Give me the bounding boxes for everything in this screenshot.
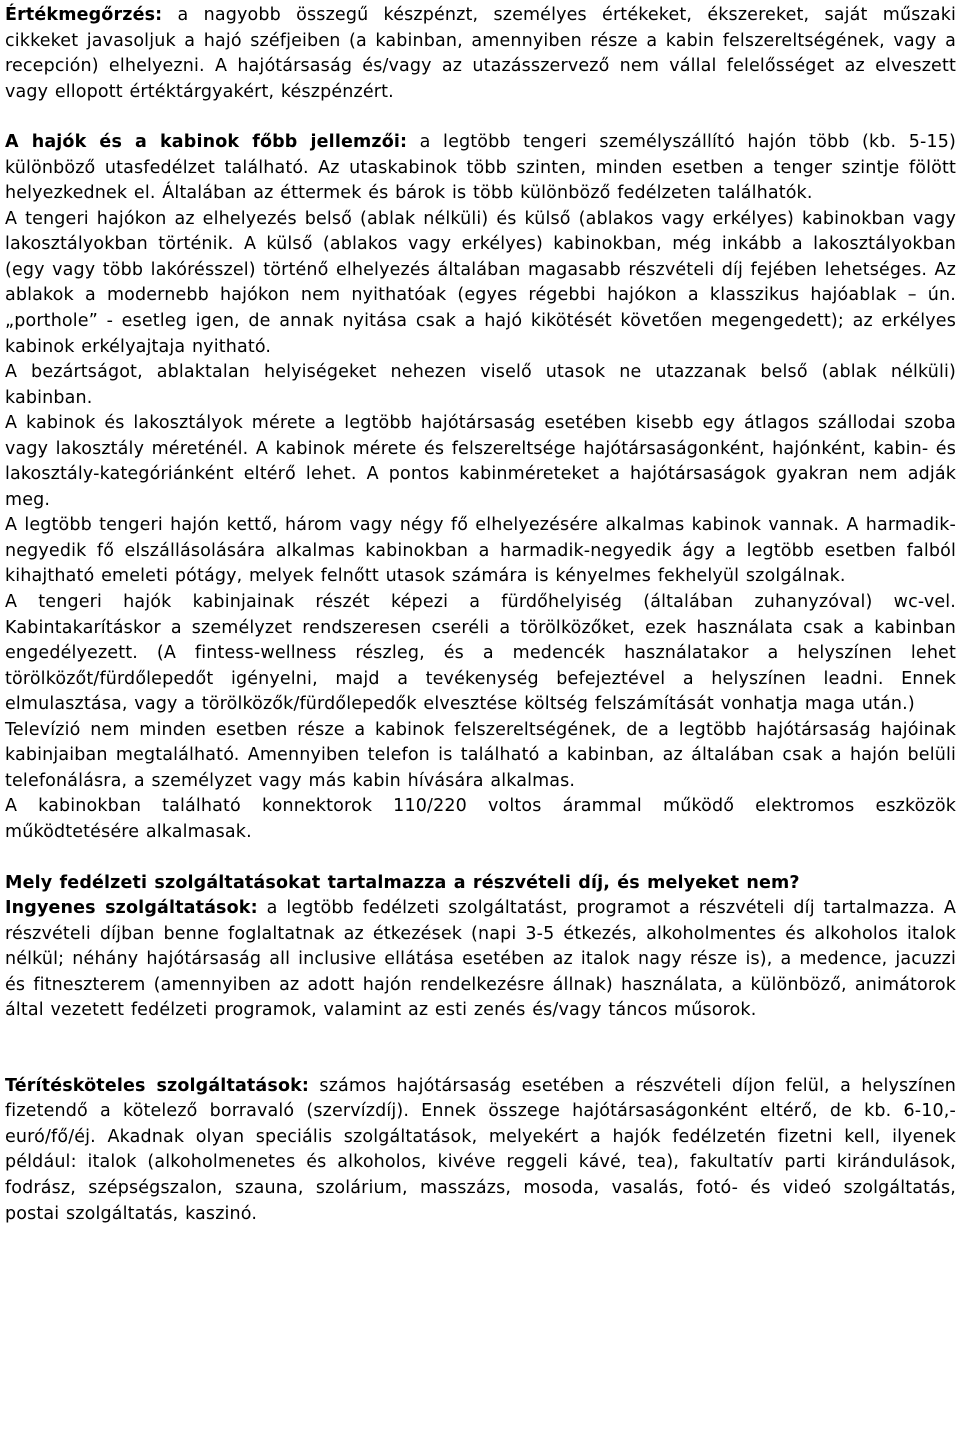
text-valuables: a nagyobb összegű készpénzt, személyes értékeket, ékszereket, saját műszaki cikkeket javasoljuk a hajó széfjeiben (a kabinban, amennyiben része a kabin felszereltségének, vagy a recepción) elhelyezni. A hajótársaság és/vagy az utazásszervező nem vállal felelősséget az elveszett vagy ellopott értéktárgyakért, készpénzért. (5, 5, 956, 102)
paragraph-cabin-size: A kabinok és lakosztályok mérete a legtöbb hajótársaság esetében kisebb egy átlagos szállodai szoba vagy lakosztály méreténél. A kabinok mérete és felszereltsége hajótársaságonként, hajónként, kabin- és lakosztály-kategóriánként eltérő lehet. A pontos kabinméreteket a hajótársaságok gyakran nem adják meg. (5, 413, 956, 510)
paragraph-occupancy: A legtöbb tengeri hajón kettő, három vagy négy fő elhelyezésére alkalmas kabinok vannak. A harmadik-negyedik fő elszállásolására alkalmas kabinokban a harmadik-negyedik ágy a legtöbb esetben falból kihajtható emeleti pótágy, melyek felnőtt utasok számára is kényelmes fekhelyül szolgálnak. (5, 515, 956, 587)
paragraph-television: Televízió nem minden esetben része a kabinok felszereltségének, de a legtöbb hajótársaság hajóinak kabinjaiban megtalálható. Amennyiben telefon is található a kabinban, az általában csak a hajón belüli telefonálásra, a személyzet vagy más kabin hívására alkalmas. (5, 719, 956, 791)
label-free-services: Ingyenes szolgáltatások: (5, 898, 258, 919)
text-ship-features: a legtöbb tengeri személyszállító hajón több (kb. 5-15) különböző utasfedélzet található. Az utaskabinok több szinten, minden esetben a tenger szintje fölött helyezkednek el. Általában az éttermek és bárok is több különböző fedélzeten találhatók. (5, 132, 956, 204)
document-page (5, 3, 956, 1227)
text-paid-services: számos hajótársaság esetében a részvételi díjon felül, a helyszínen fizetendő a kötelező borravaló (szervízdíj). Ennek összege hajótársaságonként eltérő, de kb. 6-10,- euró/fő/éj. Akadnak olyan speciális szolgáltatások, melyekért a hajók fedélzetén fizetni kell, ilyenek például: italok (alkoholmenetes és alkoholos, kivéve reggeli kávé, tea), fakultatív parti kirándulások, fodrász, szépségszalon, szauna, szolárium, masszázs, mosoda, vasalás, fotó- és videó szolgáltatás, postai szolgáltatás, kaszinó. (5, 1075, 956, 1224)
paragraph-cabin-types: A tengeri hajókon az elhelyezés belső (ablak nélküli) és külső (ablakos vagy erkélyes) kabinokban vagy lakosztályokban történik. A külső (ablakos vagy erkélyes) kabinokban, még inkább a lakosztályokban (egy vagy több lakórésszel) történő elhelyezés általában magasabb részvételi díj fejében lehetséges. Az ablakok a modernebb hajókon nem nyithatóak (egyes régebbi hajókon a klasszikus hajóablak – ún. „porthole” - esetleg igen, de annak nyitása csak a hajó kikötését követően megengedett); az erkélyes kabinok erkélyajtaja nyitható. (5, 208, 956, 357)
paragraph-ship-features (5, 130, 956, 207)
paragraph-claustrophobia: A bezártságot, ablaktalan helyiségeket nehezen viselő utasok ne utazzanak belső (ablak nélküli) kabinban. (5, 362, 956, 408)
paragraph-free-services (5, 896, 956, 1024)
paragraph-bathroom: A tengeri hajók kabinjainak részét képezi a fürdőhelyiség (általában zuhanyzóval) wc-vel. Kabintakarításkor a személyzet rendszeresen cseréli a törölközőket, ezek használata csak a kabinban engedélyezett. (A fintess-wellness részleg, és a medencék használatakor a helyszínen lehet törölközőt/fürdőlepedőt igényelni, majd a tevékenység befejeztével a helyszínen leadni. Ennek elmulasztása, vagy a törölközők/fürdőlepedők elvesztése költség felszámítását vonhatja maga után.) (5, 592, 956, 715)
paragraph-paid-services (5, 1074, 956, 1227)
label-paid-services: Térítésköteles szolgáltatások: (5, 1075, 310, 1096)
section-heading-services: Mely fedélzeti szolgáltatásokat tartalmazza a részvételi díj, és melyeket nem? (5, 872, 800, 893)
label-valuables: Értékmegőrzés: (5, 5, 163, 25)
text-free-services: a legtöbb fedélzeti szolgáltatást, programot a részvételi díj tartalmazza. A részvételi díjban benne foglaltatnak az étkezések (napi 3-5 étkezés, alkoholmentes és alkoholos italok nélkül; néhány hajótársaság all inclusive ellátása esetében az italok nagy része is), a medence, jacuzzi és fitneszterem (amennyiben az adott hajón rendelkezésre állnak) használata, a különböző, animátorok által vezetett fedélzeti programok, valamint az esti zenés és/vagy táncos műsorok. (5, 898, 956, 1021)
label-ship-features: A hajók és a kabinok főbb jellemzői: (5, 132, 408, 153)
paragraph-sockets: A kabinokban található konnektorok 110/220 voltos árammal működő elektromos eszközök működtetésére alkalmasak. (5, 796, 956, 842)
paragraph-valuables (5, 3, 956, 105)
